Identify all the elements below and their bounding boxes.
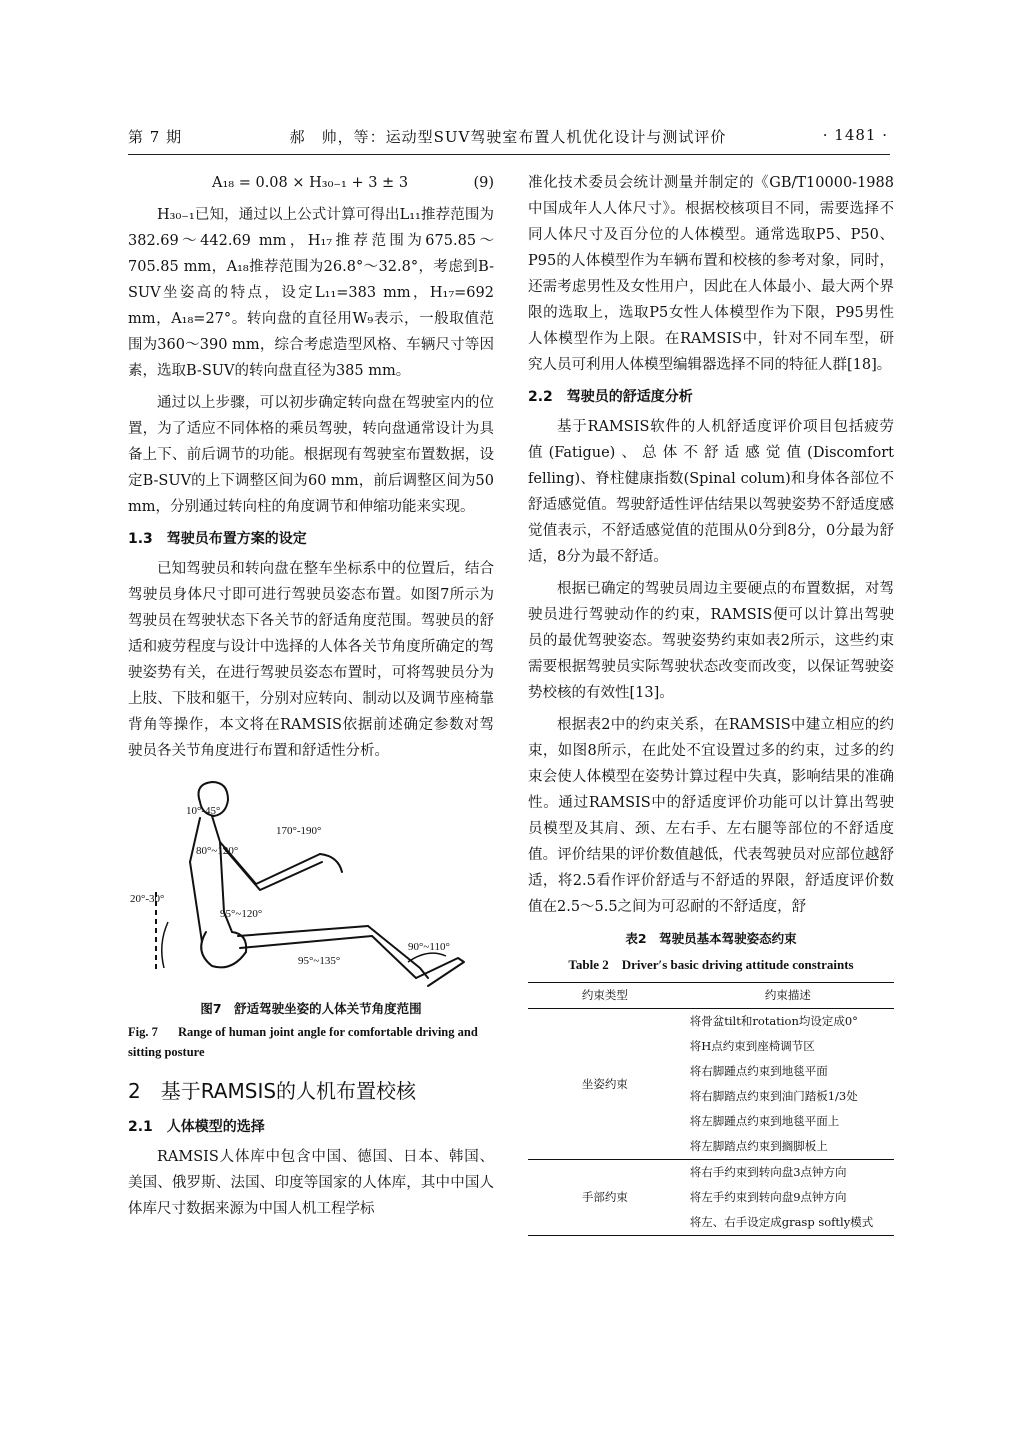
table-row	[528, 1160, 894, 1186]
back-angle-arc	[162, 922, 168, 968]
constraint-desc: 将H点约束到座椅调节区	[689, 1039, 815, 1053]
constraint-desc: 将左脚踏点约束到搁脚板上	[682, 1134, 894, 1160]
paragraph: 已知驾驶员和转向盘在整车坐标系中的位置后，结合驾驶员身体尺寸即可进行驾驶员姿态布置。如图7所示为驾驶员在驾驶状态下各关节的舒适角度范围。驾驶员的舒适和疲劳程度与设计中选择的人体各关节角度所确定的驾驶姿势有关，在进行驾驶员姿态布置时，可将驾驶员分为上肢、下肢和躯干，分别对应转向、制动以及调节座椅靠背角等操作，本文将在RAMSIS依据前述确定参数对驾驶员各关节角度进行布置和舒适性分析。	[128, 561, 494, 759]
paragraph: RAMSIS人体库中包含中国、德国、日本、韩国、美国、俄罗斯、法国、印度等国家的人体库，其中中国人体库尺寸数据来源为中国人机工程学标	[128, 1149, 494, 1217]
page-number: · 1481 ·	[822, 126, 888, 144]
constraint-desc: 将左手约束到转向盘9点钟方向	[689, 1190, 847, 1204]
equation-number: (9)	[473, 175, 494, 191]
constraint-desc: 将左脚踵点约束到地毯平面上	[689, 1114, 840, 1128]
driver-posture-drawing	[128, 772, 494, 992]
section-heading-1-3: 1.3 驾驶员布置方案的设定	[128, 531, 307, 547]
running-title: 郝 帅，等：运动型SUV驾驶室布置人机优化设计与测试评价	[289, 128, 727, 146]
constraint-desc: 将左、右手设定成grasp softly模式	[682, 1210, 894, 1236]
constraint-type: 手部约束	[528, 1160, 682, 1236]
constraint-desc: 将骨盆tilt和rotation均设定成0°	[689, 1014, 858, 1028]
thigh-line	[238, 926, 368, 936]
angle-label: 90°~110°	[408, 941, 450, 953]
constraint-type: 坐姿约束	[528, 1009, 682, 1160]
seat-back-line	[190, 818, 202, 942]
upper-arm-2	[224, 848, 322, 890]
ankle-angle-arc	[408, 953, 446, 962]
paragraph: H₃₀₋₁已知，通过以上公式计算可得出L₁₁推荐范围为382.69～442.69 mm，H₁₇推荐范围为675.85～705.85 mm，A₁₈推荐范围为26.8°～32.8°，考虑到B-SUV坐姿高的特点，设定L₁₁=383 mm，H₁₇=692 mm，A₁₈=27°。转向盘的直径用W₉表示，一般取值范围为360～390 mm，综合考虑造型风格、车辆尺寸等因素，选取B-SUV的转向盘直径为385 mm。	[128, 207, 494, 379]
constraint-desc: 将右脚踏点约束到油门踏板1/3处	[689, 1089, 858, 1103]
figure-label: Fig. 7	[128, 1025, 158, 1039]
header-desc: 约束描述	[682, 983, 894, 1009]
angle-label: 95°~135°	[298, 955, 341, 967]
thigh-line-2	[240, 936, 372, 948]
header-type: 约束类型	[528, 983, 682, 1009]
right-column	[528, 170, 894, 1236]
left-column	[128, 170, 494, 1228]
table-title-cn: 表2 驾驶员基本驾驶姿态约束	[625, 931, 797, 946]
table-header-row	[528, 983, 894, 1009]
constraints-table	[528, 982, 894, 1236]
header-rule	[128, 154, 890, 155]
paragraph: 基于RAMSIS软件的人机舒适度评价项目包括疲劳值(Fatigue)、总体不舒适感觉值(Discomfort felling)、脊柱健康指数(Spinal colum)和身体各部位不舒适感觉值。驾驶舒适性评估结果以驾驶姿势不舒适度感觉值表示，不舒适感觉值的范围从0分到8分，0分最为舒适，8分为最不舒适。	[528, 419, 894, 565]
paragraph: 通过以上步骤，可以初步确定转向盘在驾驶室内的位置，为了适应不同体格的乘员驾驶，转向盘通常设计为具备上下、前后调节的功能。根据现有驾驶室布置数据，设定B-SUV的上下调整区间为60 mm，前后调整区间为50 mm，分别通过转向柱的角度调节和伸缩功能来实现。	[128, 395, 494, 515]
angle-label: 20°-30°	[130, 893, 165, 905]
angle-label: 170°-190°	[276, 825, 322, 837]
section-heading-2: 2 基于RAMSIS的人机布置校核	[128, 1079, 417, 1103]
section-heading-2-2: 2.2 驾驶员的舒适度分析	[528, 389, 693, 405]
table-row	[528, 1009, 894, 1035]
section-heading-2-1: 2.1 人体模型的选择	[128, 1119, 265, 1135]
angle-label: 80°~120°	[196, 845, 239, 857]
figure-caption-en	[128, 1022, 494, 1062]
figure-7	[128, 772, 494, 992]
running-header	[128, 126, 888, 152]
paragraph: 准化技术委员会统计测量并制定的《GB/T10000-1988中国成年人人体尺寸》。根据校核项目不同，需要选择不同人体尺寸及百分位的人体模型。通常选取P5、P50、P95的人体模型作为车辆布置和校核的参考对象，同时，还需考虑男性及女性用户，因此在人体最小、最大两个界限的选取上，选取P5女性人体模型作为下限，P95男性人体模型作为上限。在RAMSIS中，针对不同车型，研究人员可利用人体模型编辑器选择不同的特征人群[18]。	[528, 175, 894, 373]
angle-label: 10°-45°	[186, 805, 221, 817]
angle-label: 95°~120°	[220, 908, 263, 920]
issue-number: 第 7 期	[128, 128, 183, 146]
paragraph: 根据表2中的约束关系，在RAMSIS中建立相应的约束，如图8所示，在此处不宜设置过多的约束，过多的约束会使人体模型在姿势计算过程中失真，影响结果的准确性。通过RAMSIS中的舒适度评价功能可以计算出驾驶员模型及其肩、颈、左右手、左右腿等部位的不舒适度值。评价结果的评价数值越低，代表驾驶员对应部位越舒适，将2.5看作评价舒适与不舒适的界限，舒适度评价数值在2.5～5.5之间为可忍耐的不舒适度，舒	[528, 717, 894, 915]
constraint-desc: 将右脚踵点约束到地毯平面	[689, 1064, 828, 1078]
figure-caption-text: Range of human joint angle for comfortable driving and sitting posture	[128, 1025, 478, 1059]
equation-text: A₁₈ = 0.08 × H₃₀₋₁ + 3 ± 3	[212, 175, 409, 191]
constraint-desc: 将右手约束到转向盘3点钟方向	[689, 1165, 847, 1179]
equation-9	[128, 170, 494, 196]
table-title-en: Table 2 Driver′s basic driving attitude constraints	[568, 957, 854, 972]
paragraph: 根据已确定的驾驶员周边主要硬点的布置数据，对驾驶员进行驾驶动作的约束，RAMSIS便可以计算出驾驶员的最优驾驶姿态。驾驶姿势约束如表2所示，这些约束需要根据驾驶员实际驾驶状态改变而改变，以保证驾驶姿势校核的有效性[13]。	[528, 581, 894, 701]
hip-outline	[201, 932, 246, 967]
figure-caption-cn: 图7 舒适驾驶坐姿的人体关节角度范围	[200, 1001, 422, 1016]
steering-arc	[320, 854, 342, 872]
